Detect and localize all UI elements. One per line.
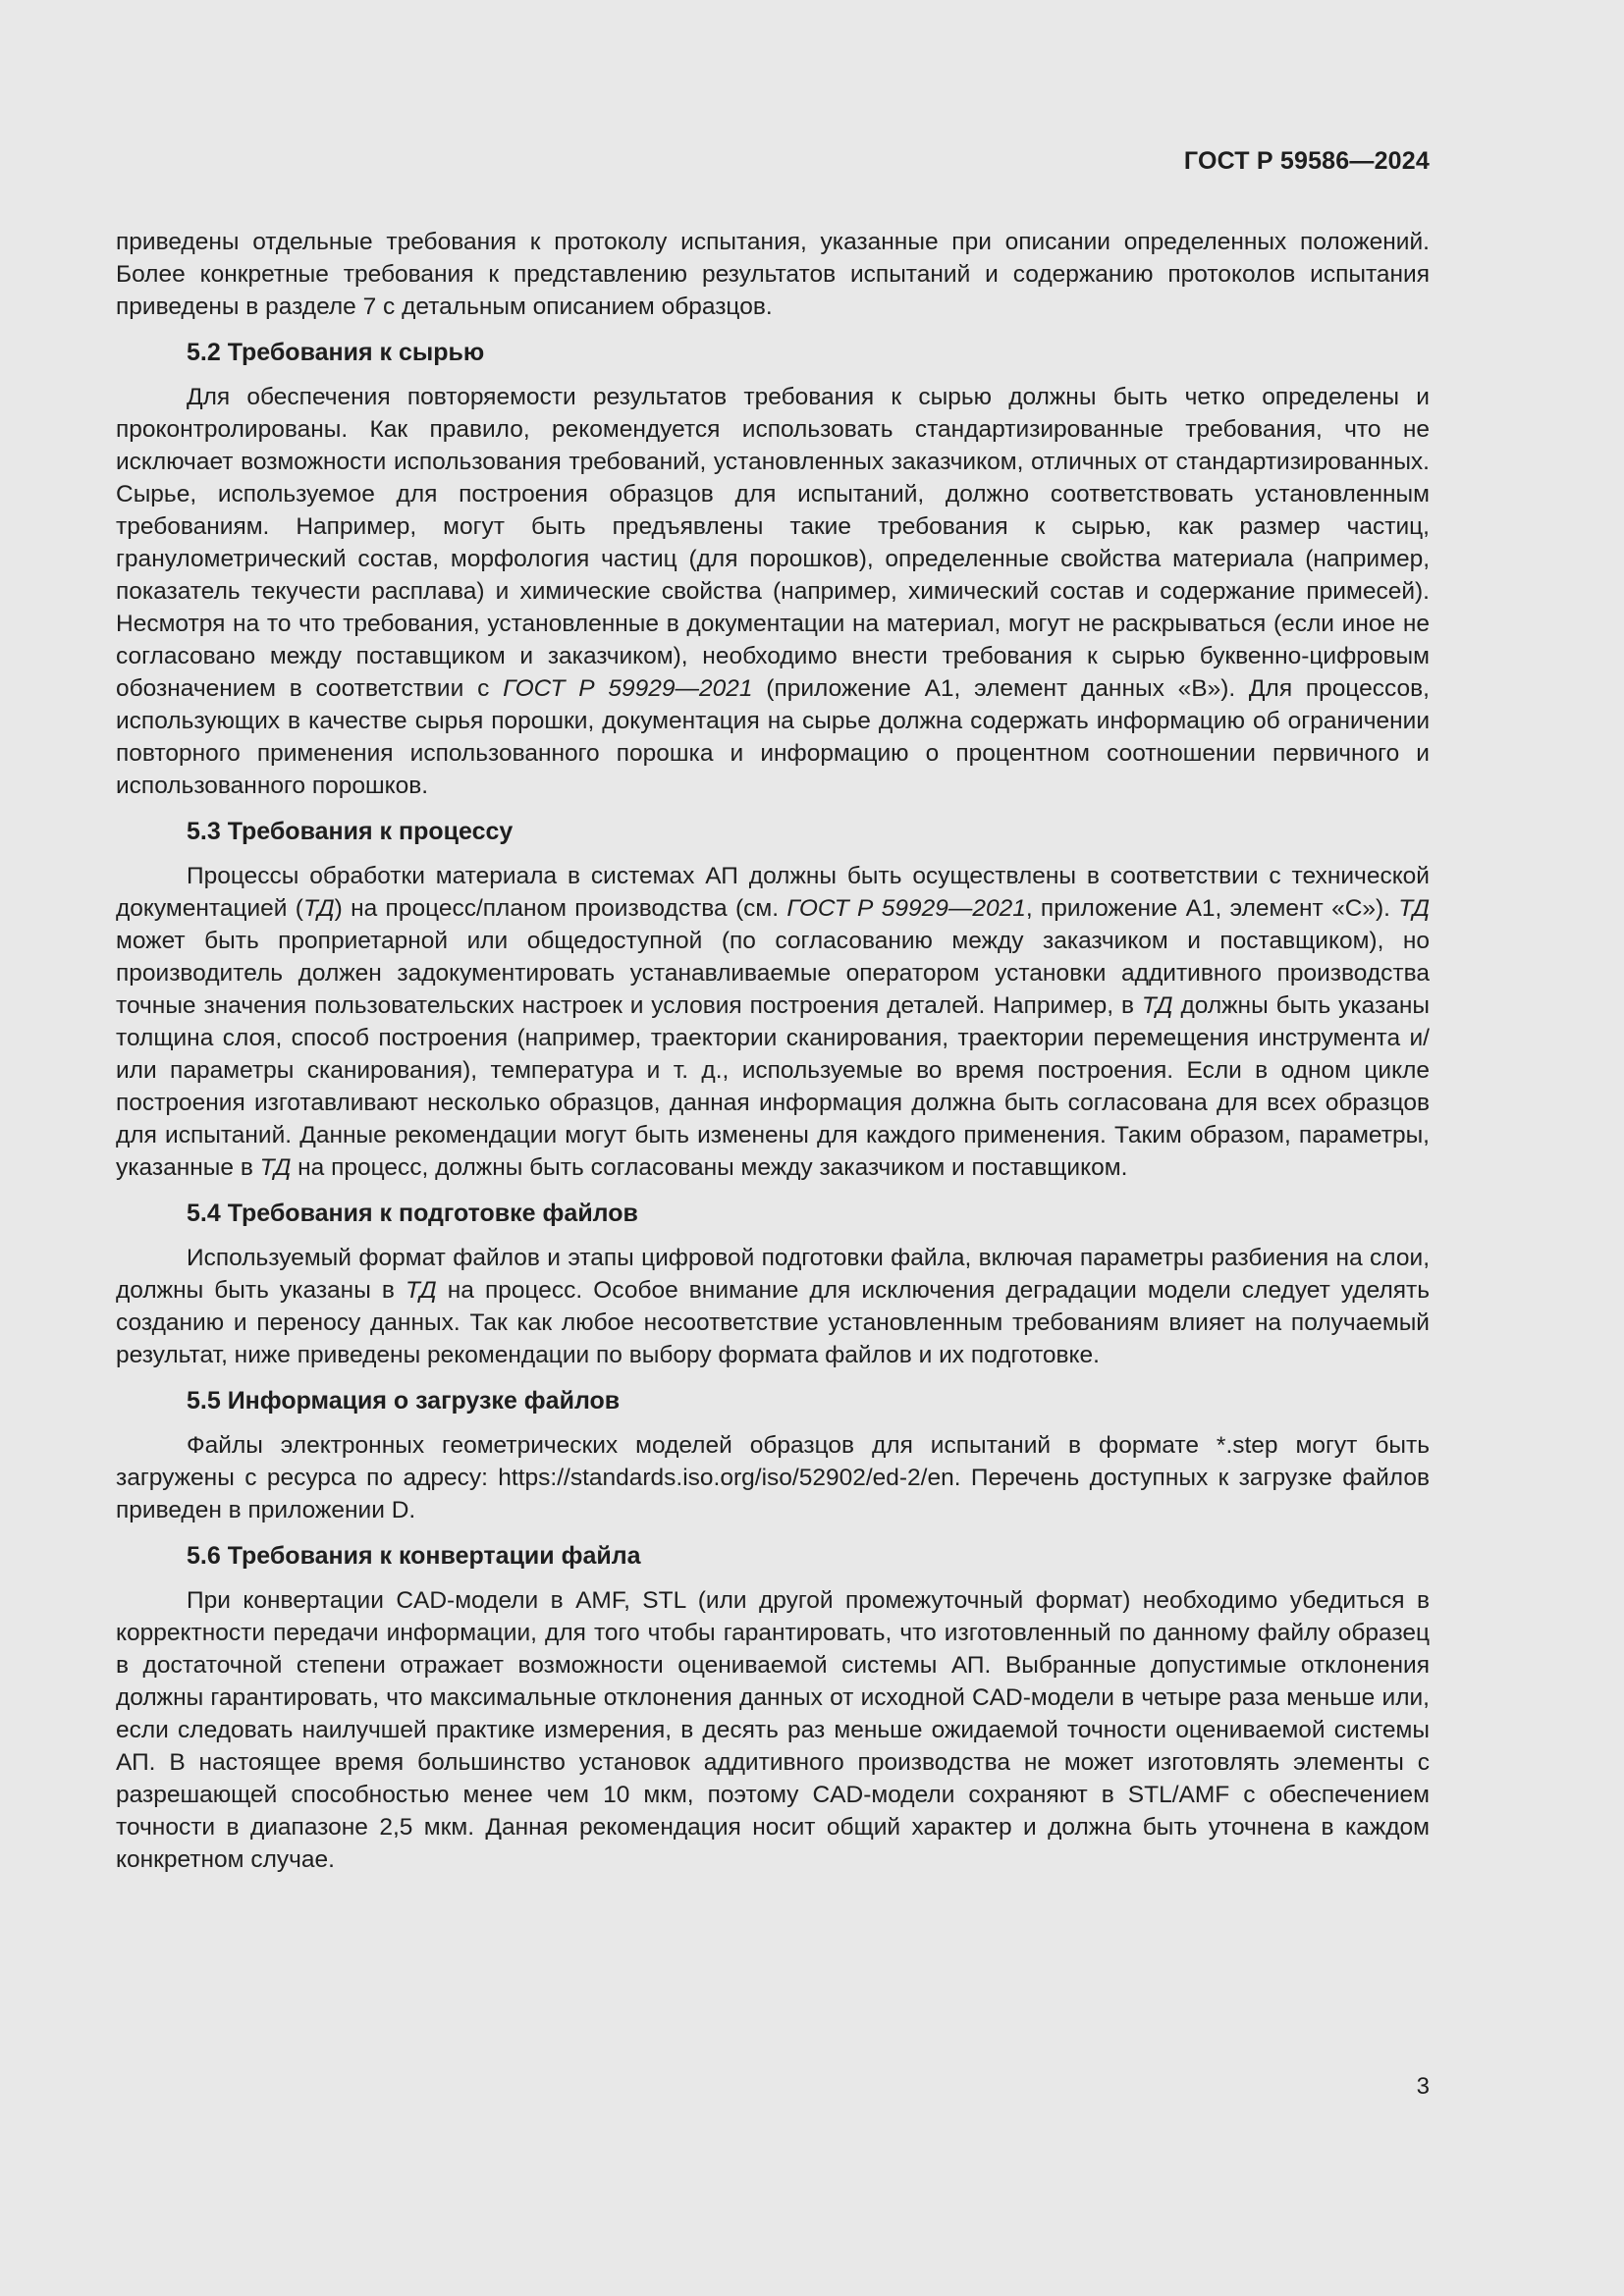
section-5-3-text-part-5: должны быть указаны толщина слоя, способ построения (например, траектории сканирования, траектории перемещения инструмента и/или параметры сканирования), температура и т. д., используемые во время построения. Если в одном цикле построения изготавливают несколько образцов, данная информация должна быть согласована для всех образцов для испытаний. Данные рекомендации могут быть изменены для каждого применения. Таким образом, параметры, указанные в: [116, 992, 1430, 1181]
td-abbreviation: ТД: [259, 1154, 292, 1181]
section-5-4-text-part-2: на процесс. Особое внимание для исключения деградации модели следует уделять созданию и переносу данных. Так как любое несоответствие установленным требованиям влияет на получаемый результат, ниже приведены рекомендации по выбору формата файлов и их подготовке.: [116, 1277, 1431, 1368]
intro-paragraph: приведены отдельные требования к протоколу испытания, указанные при описании определенных положений. Более конкретные требования к представлению результатов испытаний и содержанию протоколов испытания приведены в разделе 7 с детальным описанием образцов.: [116, 229, 1430, 320]
section-5-2-heading: 5.2 Требования к сырью: [187, 339, 485, 366]
section-5-3-text-part-1: Процессы обработки материала в системах АП должны быть осуществлены в соответствии с технической документацией (: [116, 863, 1430, 922]
standard-reference: ГОСТ Р 59929—2021: [786, 895, 1026, 922]
section-5-3-text-part-2: ) на процесс/планом производства (см.: [334, 895, 787, 922]
section-5-4-paragraph: [116, 1242, 1430, 1371]
section-5-2-paragraph: [116, 381, 1430, 802]
section-5-3-heading: 5.3 Требования к процессу: [187, 818, 514, 845]
section-5-3-text-part-3: , приложение А1, элемент «С»).: [1025, 895, 1399, 922]
section-5-2-text-part-2: (приложение А1, элемент данных «В»). Для процессов, использующих в качестве сырья порошки, документация на сырье должна содержать информацию об ограничении повторного применения использованного порошка и информацию о процентном соотношении первичного и использованного порошков.: [116, 675, 1430, 799]
document-body: [116, 226, 1430, 1876]
section-5-6-heading: 5.6 Требования к конвертации файла: [187, 1542, 641, 1570]
section-5-6-paragraph: При конвертации CAD-модели в AMF, STL (или другой промежуточный формат) необходимо убедиться в корректности передачи информации, для того чтобы гарантировать, что изготовленный по данному файлу образец в достаточной степени отражает возможности оцениваемой системы АП. Выбранные допустимые отклонения должны гарантировать, что максимальные отклонения данных от исходной CAD-модели в четыре раза меньше или, если следовать наилучшей практике измерения, в десять раз меньше ожидаемой точности оцениваемой системы АП. В настоящее время большинство установок аддитивного производства не может изготовлять элементы с разрешающей способностью менее чем 10 мкм, поэтому CAD-модели сохраняют в STL/AMF с обеспечением точности в диапазоне 2,5 мкм. Данная рекомендация носит общий характер и должна быть уточнена в каждом конкретном случае.: [116, 1587, 1430, 1873]
standard-reference: ГОСТ Р 59929—2021: [503, 675, 753, 702]
td-abbreviation: ТД: [405, 1277, 437, 1304]
section-5-5-heading: 5.5 Информация о загрузке файлов: [187, 1387, 621, 1415]
section-5-4-heading: 5.4 Требования к подготовке файлов: [187, 1200, 638, 1227]
td-abbreviation: ТД: [1398, 895, 1430, 922]
section-5-2-text-part-1: Для обеспечения повторяемости результатов требования к сырью должны быть четко определены и проконтролированы. Как правило, рекомендуется использовать стандартизированные требования, что не исключает возможности использования требований, установленных заказчиком, отличных от стандартизированных. Сырье, используемое для построения образцов для испытаний, должно соответствовать установленным требованиям. Например, могут быть предъявлены такие требования к сырью, как размер частиц, гранулометрический состав, морфология частиц (для порошков), определенные свойства материала (например, показатель текучести расплава) и химические свойства (например, химический состав и содержание примесей). Несмотря на то что требования, установленные в документации на материал, могут не раскрываться (если иное не согласовано между поставщиком и заказчиком), необходимо внести требования к сырью буквенно-цифровым обозначением в соответствии с: [116, 384, 1430, 702]
section-5-3-paragraph: [116, 860, 1430, 1184]
section-5-3-text-part-4: может быть проприетарной или общедоступной (по согласованию между заказчиком и поставщиком), но производитель должен задокументировать устанавливаемые оператором установки аддитивного производства точные значения пользовательских настроек и условия построения деталей. Например, в: [116, 928, 1430, 1019]
standard-designation-header: ГОСТ Р 59586—2024: [1183, 147, 1430, 175]
td-abbreviation: ТД: [1141, 992, 1173, 1019]
page-number: 3: [1416, 2073, 1430, 2100]
td-abbreviation: ТД: [302, 895, 335, 922]
section-5-5-paragraph: Файлы электронных геометрических моделей образцов для испытаний в формате *.step могут быть загружены с ресурса по адресу: https://standards.iso.org/iso/52902/ed-2/en. Перечень доступных к загрузке файлов приведен в приложении D.: [116, 1432, 1430, 1523]
section-5-4-text-part-1: Используемый формат файлов и этапы цифровой подготовки файла, включая параметры разбиения на слои, должны быть указаны в: [116, 1245, 1430, 1304]
section-5-3-text-part-6: на процесс, должны быть согласованы между заказчиком и поставщиком.: [291, 1154, 1128, 1181]
